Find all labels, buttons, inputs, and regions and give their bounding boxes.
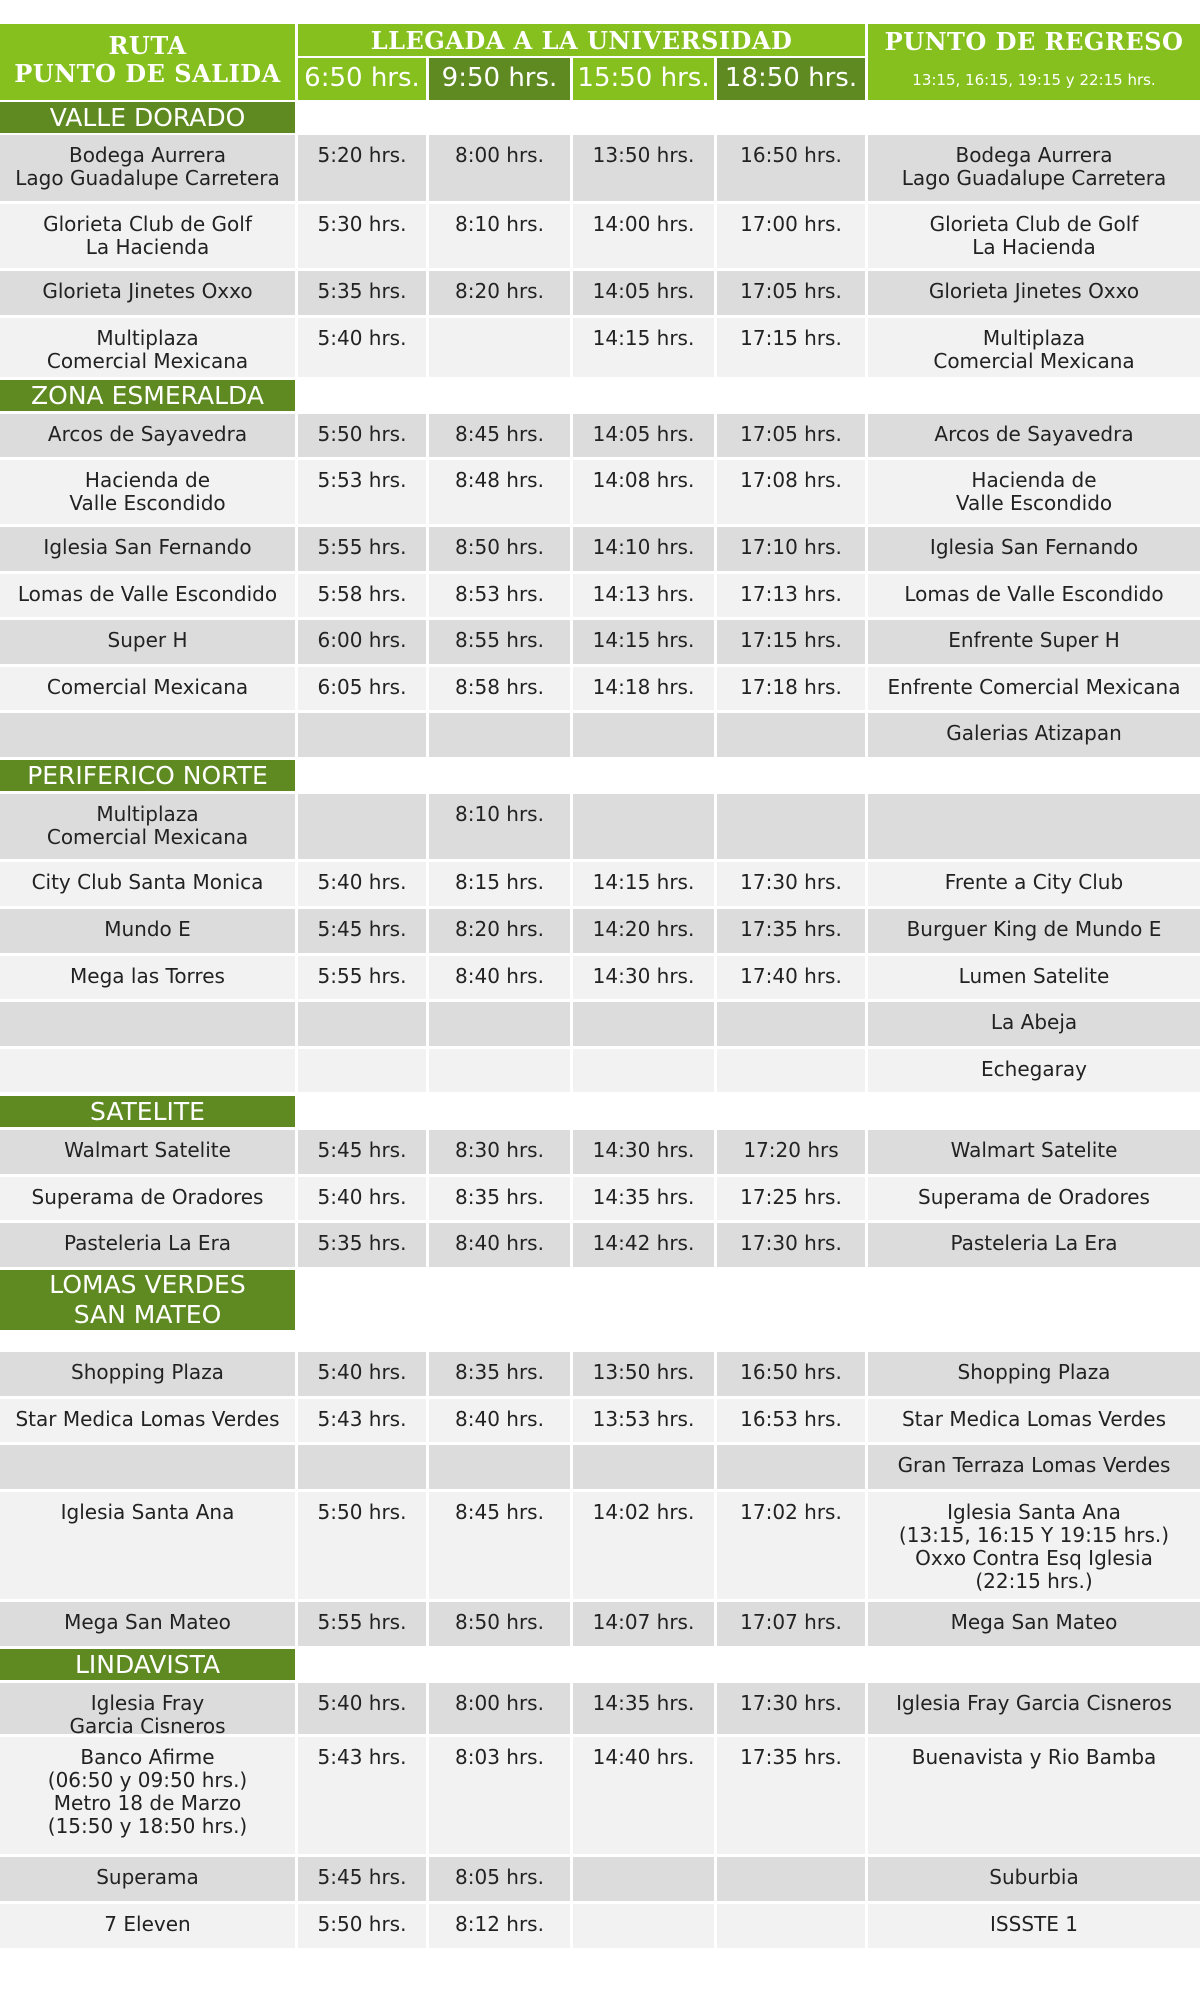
cell-line: La Hacienda	[85, 235, 210, 259]
time-cell-t1: 5:50 hrs.	[298, 1904, 426, 1948]
time-cell-t3: 14:20 hrs.	[573, 909, 714, 953]
time-cell-t1: 6:00 hrs.	[298, 620, 426, 664]
cell-line: Shopping Plaza	[71, 1360, 224, 1384]
time-cell-t2: 8:03 hrs.	[429, 1737, 570, 1854]
return-stop-cell	[868, 956, 1200, 999]
time-cell-t1: 5:53 hrs.	[298, 460, 426, 524]
time-cell-t3: 14:02 hrs.	[573, 1492, 714, 1599]
time-cell-t1: 5:45 hrs.	[298, 909, 426, 953]
cell-line: Star Medica Lomas Verdes	[15, 1407, 280, 1431]
cell-line: Walmart Satelite	[950, 1138, 1118, 1162]
time-cell-t2: 8:10 hrs.	[429, 794, 570, 859]
cell-line: Hacienda de	[971, 468, 1097, 492]
time-cell-t4: 17:05 hrs.	[717, 414, 865, 457]
time-cell-t4: 17:07 hrs.	[717, 1602, 865, 1646]
time-cell-t1: 5:40 hrs.	[298, 1683, 426, 1734]
cell-line: Iglesia San Fernando	[43, 535, 252, 559]
header-regreso-title: PUNTO DE REGRESO	[884, 27, 1184, 56]
cell-line: Lomas de Valle Escondido	[17, 582, 278, 606]
cell-line: Pasteleria La Era	[950, 1231, 1118, 1255]
cell-line: Iglesia Fray Garcia Cisneros	[896, 1691, 1172, 1715]
cell-line: Multiplaza	[982, 326, 1086, 350]
cell-line: (22:15 hrs.)	[975, 1569, 1093, 1593]
section-title	[0, 1096, 295, 1127]
return-stop-cell	[868, 794, 1200, 859]
cell-line: (15:50 y 18:50 hrs.)	[47, 1814, 248, 1838]
time-cell-t3: 14:05 hrs.	[573, 414, 714, 457]
section-title-line: PERIFERICO NORTE	[27, 760, 268, 790]
header-time-2: 9:50 hrs.	[429, 58, 570, 100]
time-cell-t2: 8:20 hrs.	[429, 909, 570, 953]
time-cell-t3: 14:30 hrs.	[573, 956, 714, 999]
time-cell-t1: 5:43 hrs.	[298, 1399, 426, 1442]
cell-line: Star Medica Lomas Verdes	[901, 1407, 1167, 1431]
time-cell-t2: 8:40 hrs.	[429, 1399, 570, 1442]
time-cell-t3	[573, 1857, 714, 1901]
time-cell-t4: 17:35 hrs.	[717, 909, 865, 953]
departure-stop-cell	[0, 1904, 295, 1948]
cell-line: Valle Escondido	[69, 491, 226, 515]
time-cell-t4	[717, 1002, 865, 1046]
return-stop-cell	[868, 574, 1200, 617]
time-cell-t4: 17:18 hrs.	[717, 667, 865, 710]
cell-line: Superama	[96, 1865, 199, 1889]
time-cell-t4: 17:30 hrs.	[717, 862, 865, 906]
cell-line: Superama de Oradores	[31, 1185, 264, 1209]
time-cell-t2: 8:58 hrs.	[429, 667, 570, 710]
cell-line: Iglesia Santa Ana	[947, 1500, 1121, 1524]
cell-line: Enfrente Comercial Mexicana	[887, 675, 1181, 699]
departure-stop-cell	[0, 1049, 295, 1092]
header-ruta-line2: PUNTO DE SALIDA	[14, 59, 281, 88]
time-cell-t1: 5:55 hrs.	[298, 956, 426, 999]
cell-line: Enfrente Super H	[948, 628, 1120, 652]
departure-stop-cell	[0, 956, 295, 999]
return-stop-cell	[868, 862, 1200, 906]
departure-stop-cell	[0, 1177, 295, 1220]
time-cell-t3: 14:35 hrs.	[573, 1177, 714, 1220]
time-cell-t4	[717, 1445, 865, 1489]
cell-line: Superama de Oradores	[918, 1185, 1150, 1209]
time-cell-t4	[717, 1904, 865, 1948]
departure-stop-cell	[0, 1445, 295, 1489]
return-stop-cell	[868, 204, 1200, 268]
departure-stop-cell	[0, 135, 295, 201]
cell-line: 7 Eleven	[104, 1912, 191, 1936]
section-title-line: ZONA ESMERALDA	[31, 380, 264, 410]
time-cell-t1: 5:40 hrs.	[298, 1177, 426, 1220]
departure-stop-cell	[0, 620, 295, 664]
cell-line: Lumen Satelite	[958, 964, 1110, 988]
return-stop-cell	[868, 1130, 1200, 1174]
return-stop-cell	[868, 318, 1200, 377]
section-title	[0, 380, 295, 411]
time-cell-t4: 17:13 hrs.	[717, 574, 865, 617]
time-cell-t2: 8:00 hrs.	[429, 135, 570, 201]
time-cell-t1: 5:30 hrs.	[298, 204, 426, 268]
header-time-1: 6:50 hrs.	[298, 58, 426, 100]
return-stop-cell	[868, 1399, 1200, 1442]
departure-stop-cell	[0, 1602, 295, 1646]
time-cell-t3: 13:50 hrs.	[573, 1352, 714, 1396]
departure-stop-cell	[0, 667, 295, 710]
return-stop-cell	[868, 414, 1200, 457]
time-cell-t1	[298, 1002, 426, 1046]
time-cell-t2: 8:48 hrs.	[429, 460, 570, 524]
cell-line: Shopping Plaza	[957, 1360, 1111, 1384]
section-title	[0, 102, 295, 133]
header-regreso-times: 13:15, 16:15, 19:15 y 22:15 hrs.	[912, 71, 1156, 89]
cell-line: Arcos de Sayavedra	[934, 422, 1134, 446]
cell-line: Oxxo Contra Esq Iglesia	[915, 1546, 1153, 1570]
time-cell-t2: 8:55 hrs.	[429, 620, 570, 664]
time-cell-t1: 5:43 hrs.	[298, 1737, 426, 1854]
time-cell-t2: 8:45 hrs.	[429, 1492, 570, 1599]
departure-stop-cell	[0, 1683, 295, 1734]
section-title	[0, 760, 295, 791]
header-time-4: 18:50 hrs.	[717, 58, 865, 100]
time-cell-t2	[429, 1002, 570, 1046]
time-cell-t4	[717, 713, 865, 757]
cell-line: Comercial Mexicana	[933, 349, 1135, 373]
time-cell-t4	[717, 1049, 865, 1092]
time-cell-t4: 17:05 hrs.	[717, 271, 865, 315]
cell-line: Hacienda de	[84, 468, 211, 492]
return-stop-cell	[868, 1002, 1200, 1046]
time-cell-t2: 8:12 hrs.	[429, 1904, 570, 1948]
departure-stop-cell	[0, 862, 295, 906]
time-cell-t2: 8:35 hrs.	[429, 1177, 570, 1220]
time-cell-t2: 8:20 hrs.	[429, 271, 570, 315]
time-cell-t2	[429, 1445, 570, 1489]
header-ruta	[0, 24, 295, 100]
time-cell-t3: 14:40 hrs.	[573, 1737, 714, 1854]
time-cell-t1: 5:50 hrs.	[298, 414, 426, 457]
header-llegada-title: LLEGADA A LA UNIVERSIDAD	[298, 24, 865, 56]
return-stop-cell	[868, 1602, 1200, 1646]
time-cell-t2: 8:40 hrs.	[429, 956, 570, 999]
time-cell-t3: 14:08 hrs.	[573, 460, 714, 524]
time-cell-t3: 14:13 hrs.	[573, 574, 714, 617]
cell-line: Glorieta Club de Golf	[43, 212, 252, 236]
departure-stop-cell	[0, 1737, 295, 1854]
cell-line: Multiplaza	[96, 326, 199, 350]
header-ruta-line1: RUTA	[108, 31, 187, 60]
time-cell-t4: 17:35 hrs.	[717, 1737, 865, 1854]
departure-stop-cell	[0, 1223, 295, 1267]
return-stop-cell	[868, 1904, 1200, 1948]
cell-line: Walmart Satelite	[64, 1138, 231, 1162]
return-stop-cell	[868, 1049, 1200, 1092]
cell-line: Metro 18 de Marzo	[53, 1791, 242, 1815]
return-stop-cell	[868, 1445, 1200, 1489]
time-cell-t1: 5:55 hrs.	[298, 527, 426, 571]
section-title-line: LOMAS VERDES	[49, 1270, 246, 1299]
time-cell-t3	[573, 713, 714, 757]
departure-stop-cell	[0, 794, 295, 859]
cell-line: ISSSTE 1	[990, 1912, 1078, 1936]
time-cell-t4: 17:30 hrs.	[717, 1223, 865, 1267]
cell-line: Pasteleria La Era	[63, 1231, 232, 1255]
time-cell-t2: 8:35 hrs.	[429, 1352, 570, 1396]
cell-line: City Club Santa Monica	[31, 870, 264, 894]
departure-stop-cell	[0, 909, 295, 953]
header-time-3: 15:50 hrs.	[573, 58, 714, 100]
cell-line: Lago Guadalupe Carretera	[15, 166, 280, 190]
time-cell-t3	[573, 1049, 714, 1092]
cell-line: Iglesia Fray	[90, 1691, 205, 1715]
time-cell-t4: 17:00 hrs.	[717, 204, 865, 268]
time-cell-t4: 16:50 hrs.	[717, 135, 865, 201]
departure-stop-cell	[0, 414, 295, 457]
time-cell-t4: 17:15 hrs.	[717, 620, 865, 664]
time-cell-t1: 6:05 hrs.	[298, 667, 426, 710]
time-cell-t3: 14:07 hrs.	[573, 1602, 714, 1646]
time-cell-t4: 17:02 hrs.	[717, 1492, 865, 1599]
time-cell-t1	[298, 794, 426, 859]
time-cell-t3: 14:15 hrs.	[573, 862, 714, 906]
time-cell-t1: 5:20 hrs.	[298, 135, 426, 201]
time-cell-t3: 14:30 hrs.	[573, 1130, 714, 1174]
cell-line: Mundo E	[104, 917, 191, 941]
time-cell-t2: 8:00 hrs.	[429, 1683, 570, 1734]
time-cell-t1: 5:58 hrs.	[298, 574, 426, 617]
time-cell-t3: 14:15 hrs.	[573, 318, 714, 377]
time-cell-t2: 8:50 hrs.	[429, 527, 570, 571]
return-stop-cell	[868, 620, 1200, 664]
departure-stop-cell	[0, 1130, 295, 1174]
return-stop-cell	[868, 1857, 1200, 1901]
cell-line: Buenavista y Rio Bamba	[911, 1745, 1157, 1769]
return-stop-cell	[868, 1683, 1200, 1734]
section-title-line: LINDAVISTA	[74, 1649, 221, 1679]
cell-line: Galerias Atizapan	[946, 721, 1122, 745]
cell-line: Multiplaza	[96, 802, 199, 826]
time-cell-t2	[429, 318, 570, 377]
cell-line: Comercial Mexicana	[46, 825, 249, 849]
time-cell-t4: 17:15 hrs.	[717, 318, 865, 377]
time-cell-t1: 5:55 hrs.	[298, 1602, 426, 1646]
return-stop-cell	[868, 1223, 1200, 1267]
time-cell-t1: 5:40 hrs.	[298, 862, 426, 906]
time-cell-t3: 14:10 hrs.	[573, 527, 714, 571]
time-cell-t3: 14:00 hrs.	[573, 204, 714, 268]
return-stop-cell	[868, 527, 1200, 571]
return-stop-cell	[868, 1737, 1200, 1854]
time-cell-t2: 8:10 hrs.	[429, 204, 570, 268]
cell-line: Frente a City Club	[944, 870, 1124, 894]
cell-line: Bodega Aurrera	[955, 143, 1113, 167]
return-stop-cell	[868, 909, 1200, 953]
time-cell-t3: 14:05 hrs.	[573, 271, 714, 315]
section-title-line: SATELITE	[90, 1096, 205, 1126]
time-cell-t2: 8:30 hrs.	[429, 1130, 570, 1174]
cell-line: La Abeja	[990, 1010, 1078, 1034]
time-cell-t4: 17:40 hrs.	[717, 956, 865, 999]
return-stop-cell	[868, 135, 1200, 201]
cell-line: Banco Afirme	[80, 1745, 215, 1769]
time-cell-t2	[429, 713, 570, 757]
cell-line: Bodega Aurrera	[68, 143, 227, 167]
cell-line: Iglesia San Fernando	[929, 535, 1139, 559]
departure-stop-cell	[0, 713, 295, 757]
cell-line: Super H	[107, 628, 188, 652]
cell-line: Gran Terraza Lomas Verdes	[897, 1453, 1171, 1477]
time-cell-t3: 14:35 hrs.	[573, 1683, 714, 1734]
time-cell-t1	[298, 1445, 426, 1489]
cell-line: (06:50 y 09:50 hrs.)	[47, 1768, 248, 1792]
time-cell-t2: 8:50 hrs.	[429, 1602, 570, 1646]
time-cell-t4	[717, 794, 865, 859]
departure-stop-cell	[0, 1857, 295, 1901]
cell-line: Burguer King de Mundo E	[906, 917, 1162, 941]
cell-line: Mega las Torres	[70, 964, 225, 988]
time-cell-t3: 14:18 hrs.	[573, 667, 714, 710]
cell-line: Glorieta Club de Golf	[929, 212, 1139, 236]
departure-stop-cell	[0, 1399, 295, 1442]
departure-stop-cell	[0, 1492, 295, 1599]
time-cell-t3: 14:15 hrs.	[573, 620, 714, 664]
time-cell-t3	[573, 1002, 714, 1046]
cell-line: Echegaray	[981, 1057, 1087, 1081]
time-cell-t1: 5:40 hrs.	[298, 1352, 426, 1396]
return-stop-cell	[868, 460, 1200, 524]
time-cell-t3	[573, 1445, 714, 1489]
cell-line: Lago Guadalupe Carretera	[901, 166, 1167, 190]
time-cell-t4: 17:20 hrs	[717, 1130, 865, 1174]
time-cell-t4: 16:50 hrs.	[717, 1352, 865, 1396]
return-stop-cell	[868, 1352, 1200, 1396]
time-cell-t2	[429, 1049, 570, 1092]
cell-line: Mega San Mateo	[950, 1610, 1118, 1634]
section-title	[0, 1270, 295, 1330]
departure-stop-cell	[0, 318, 295, 377]
return-stop-cell	[868, 1177, 1200, 1220]
header-regreso	[868, 24, 1200, 100]
time-cell-t2: 8:45 hrs.	[429, 414, 570, 457]
section-title	[0, 1649, 295, 1680]
time-cell-t4: 17:10 hrs.	[717, 527, 865, 571]
return-stop-cell	[868, 1492, 1200, 1599]
time-cell-t1: 5:35 hrs.	[298, 1223, 426, 1267]
time-cell-t3: 13:50 hrs.	[573, 135, 714, 201]
return-stop-cell	[868, 271, 1200, 315]
time-cell-t2: 8:05 hrs.	[429, 1857, 570, 1901]
time-cell-t2: 8:15 hrs.	[429, 862, 570, 906]
time-cell-t3: 13:53 hrs.	[573, 1399, 714, 1442]
time-cell-t2: 8:53 hrs.	[429, 574, 570, 617]
time-cell-t4: 16:53 hrs.	[717, 1399, 865, 1442]
time-cell-t1: 5:45 hrs.	[298, 1857, 426, 1901]
return-stop-cell	[868, 713, 1200, 757]
time-cell-t4: 17:08 hrs.	[717, 460, 865, 524]
section-title-line: SAN MATEO	[73, 1300, 222, 1329]
cell-line: Arcos de Sayavedra	[47, 422, 248, 446]
cell-line: Suburbia	[989, 1865, 1079, 1889]
time-cell-t1	[298, 713, 426, 757]
time-cell-t4	[717, 1857, 865, 1901]
time-cell-t1: 5:35 hrs.	[298, 271, 426, 315]
cell-line: Garcia Cisneros	[69, 1714, 226, 1734]
cell-line: Comercial Mexicana	[46, 349, 249, 373]
section-title-line: VALLE DORADO	[49, 102, 246, 132]
time-cell-t1	[298, 1049, 426, 1092]
cell-line: Valle Escondido	[955, 491, 1113, 515]
return-stop-cell	[868, 667, 1200, 710]
time-cell-t4: 17:25 hrs.	[717, 1177, 865, 1220]
cell-line: Glorieta Jinetes Oxxo	[928, 279, 1140, 303]
cell-line: Mega San Mateo	[64, 1610, 231, 1634]
cell-line: Lomas de Valle Escondido	[904, 582, 1164, 606]
time-cell-t3: 14:42 hrs.	[573, 1223, 714, 1267]
departure-stop-cell	[0, 204, 295, 268]
departure-stop-cell	[0, 574, 295, 617]
departure-stop-cell	[0, 460, 295, 524]
cell-line: Iglesia Santa Ana	[60, 1500, 235, 1524]
departure-stop-cell	[0, 1352, 295, 1396]
cell-line: La Hacienda	[972, 235, 1096, 259]
cell-line: Comercial Mexicana	[46, 675, 249, 699]
time-cell-t3	[573, 794, 714, 859]
time-cell-t1: 5:45 hrs.	[298, 1130, 426, 1174]
cell-line: (13:15, 16:15 Y 19:15 hrs.)	[898, 1523, 1170, 1547]
departure-stop-cell	[0, 527, 295, 571]
time-cell-t3	[573, 1904, 714, 1948]
cell-line: Glorieta Jinetes Oxxo	[42, 279, 253, 303]
departure-stop-cell	[0, 1002, 295, 1046]
time-cell-t4: 17:30 hrs.	[717, 1683, 865, 1734]
time-cell-t2: 8:40 hrs.	[429, 1223, 570, 1267]
departure-stop-cell	[0, 271, 295, 315]
time-cell-t1: 5:40 hrs.	[298, 318, 426, 377]
time-cell-t1: 5:50 hrs.	[298, 1492, 426, 1599]
